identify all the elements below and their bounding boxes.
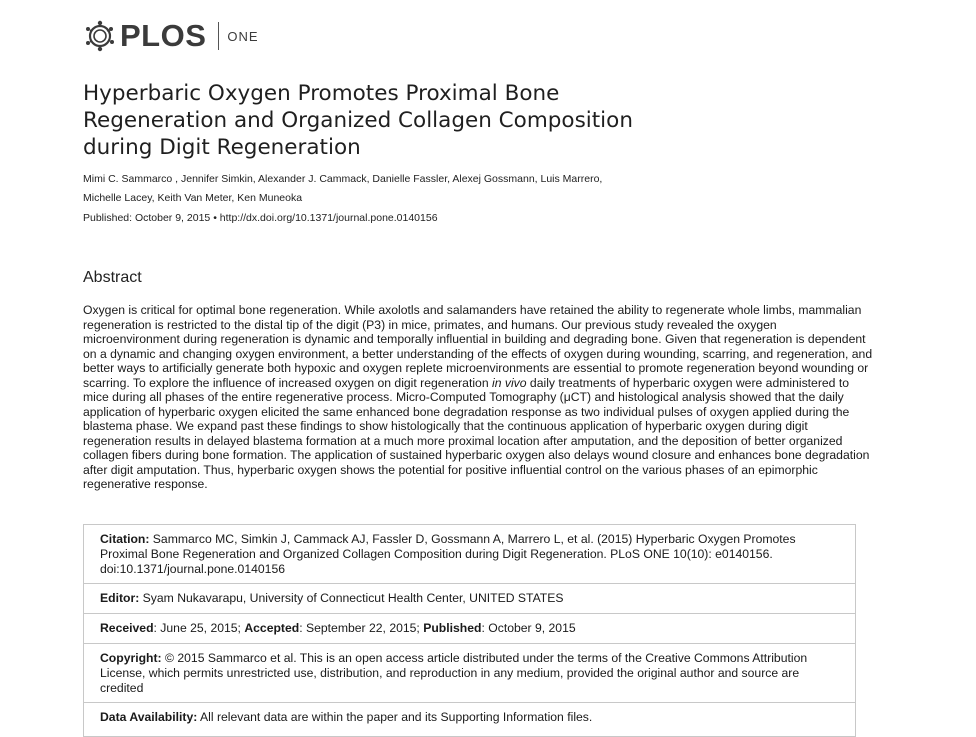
logo-wordmark: PLOS (120, 18, 207, 53)
accepted-label: Accepted (244, 621, 300, 635)
editor-label: Editor: (100, 591, 140, 605)
copyright-text: © 2015 Sammarco et al. This is an open access article distributed under the terms of the Creative Commons Attribution License, which permits unrestricted use, distribution, and reproduction in any medium, provided the original author and source are credited (100, 651, 808, 695)
copyright-row (84, 644, 855, 703)
accepted-date: : September 22, 2015; (299, 621, 424, 635)
citation-row (84, 525, 855, 584)
abstract-italic-term: in vivo (492, 375, 527, 390)
abstract-text-part-2: daily treatments of hyperbaric oxygen were administered to mice during all phases of the entire regenerative process. Micro-Computed Tomography (μCT) and histological analysis showed that the daily application of hyperbaric oxygen elicited the same enhanced bone degradation response as two individual pulses of oxygen applied during the blastema phase. We expand past these findings to show histologically that the continuous application of hyperbaric oxygen during digit regeneration results in delayed blastema formation at a much more proximal location after amputation, and the deposition of better organized collagen fibers during bone formation. The application of sustained hyperbaric oxygen also delays wound closure and enhances bone degradation after digit amputation. Thus, hyperbaric oxygen shows the potential for positive influential control on the various phases of an epimorphic regenerative response. (83, 375, 870, 491)
editor-row (84, 584, 855, 614)
copyright-label: Copyright: (100, 651, 162, 665)
abstract-text-part-1: Oxygen is critical for optimal bone regeneration. While axolotls and salamanders have retained the ability to regenerate whole limbs, mammalian regeneration is restricted to the distal tip of the digit (P3) in mice, primates, and humans. Our previous study revealed the oxygen microenvironment during regeneration is dynamic and temporally influential in building and degrading bone. Given that regeneration is dependent on a dynamic and changing oxygen environment, a better understanding of the effects of oxygen during wounding, scarring, and regeneration, and better ways to artificially generate both hypoxic and oxygen replete microenvironments are essential to promote regeneration beyond wounding or scarring. To explore the influence of increased oxygen on digit regeneration (83, 303, 873, 390)
abstract-text (83, 303, 873, 492)
article-metadata-table (83, 524, 856, 737)
data-availability-text: All relevant data are within the paper and its Supporting Information files. (197, 710, 593, 724)
author-list (83, 170, 663, 208)
data-availability-label: Data Availability: (100, 710, 198, 724)
bullet-separator: • (213, 212, 220, 224)
doi-link[interactable]: http://dx.doi.org/10.1371/journal.pone.0140156 (219, 212, 438, 224)
publication-line (83, 212, 438, 224)
received-date: : June 25, 2015; (153, 621, 245, 635)
abstract-heading: Abstract (83, 269, 142, 286)
journal-logo (83, 16, 259, 56)
dates-row (84, 614, 855, 644)
plos-logo-icon (83, 19, 117, 53)
published-date: Published: October 9, 2015 (83, 212, 211, 224)
logo-journal-name: ONE (227, 28, 259, 44)
article-title: Hyperbaric Oxygen Promotes Proximal Bone Regeneration and Organized Collagen Composition during Digit Regeneration (83, 81, 633, 160)
logo-divider (218, 22, 219, 50)
received-label: Received (100, 621, 154, 635)
published-label: Published (423, 621, 482, 635)
published-date-meta: : October 9, 2015 (481, 621, 576, 635)
authors-line-2: Michelle Lacey, Keith Van Meter, Ken Muneoka (83, 192, 303, 204)
citation-text: Sammarco MC, Simkin J, Cammack AJ, Fassler D, Gossmann A, Marrero L, et al. (2015) Hyperbaric Oxygen Promotes Proximal Bone Regeneration and Organized Collagen Composition during Digit Regeneration. PLoS ONE 10(10): e0140156. doi:10.1371/journal.pone.0140156 (100, 532, 796, 576)
citation-label: Citation: (100, 532, 150, 546)
editor-text: Syam Nukavarapu, University of Connecticut Health Center, UNITED STATES (139, 591, 564, 605)
authors-line-1: Mimi C. Sammarco , Jennifer Simkin, Alexander J. Cammack, Danielle Fassler, Alexej Gossmann, Luis Marrero, (83, 173, 603, 185)
